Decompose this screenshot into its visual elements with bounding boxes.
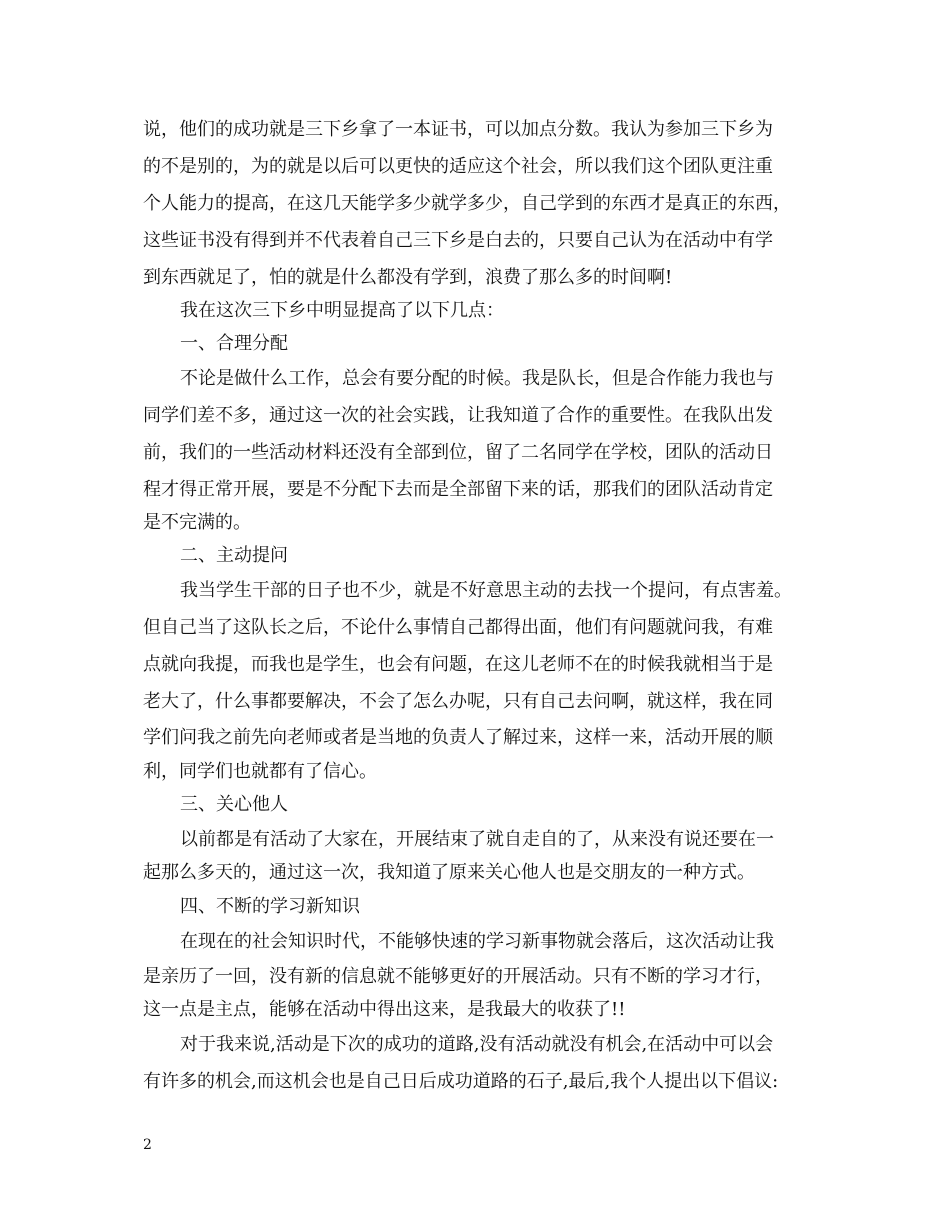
text-line: 程才得正常开展，要是不分配下去而是全部留下来的话，那我们的团队活动肯定 <box>143 479 773 500</box>
text-line: 对于我来说,活动是下次的成功的道路,没有活动就没有机会,在活动中可以会 <box>180 1034 774 1055</box>
text-line: 利，同学们也就都有了信心。 <box>143 761 377 782</box>
section-heading: 二、主动提问 <box>180 545 288 566</box>
text-line: 前，我们的一些活动材料还没有全部到位，留了二名同学在学校，团队的活动日 <box>143 442 773 463</box>
text-line: 个人能力的提高，在这几天能学多少就学多少，自己学到的东西才是真正的东西， <box>143 193 791 214</box>
section-heading: 一、合理分配 <box>180 333 288 354</box>
text-line: 这些证书没有得到并不代表着自己三下乡是白去的，只要自己认为在活动中有学 <box>143 230 773 251</box>
text-line: 是不完满的。 <box>143 512 251 533</box>
text-line: 但自己当了这队长之后，不论什么事情自己都得出面，他们有问题就问我，有难 <box>143 617 773 638</box>
text-line: 我当学生干部的日子也不少，就是不好意思主动的去找一个提问，有点害羞。 <box>180 580 792 601</box>
text-line: 这一点是主点，能够在活动中得出这来，是我最大的收获了!! <box>143 999 626 1020</box>
text-line: 是亲历了一回，没有新的信息就不能够更好的开展活动。只有不断的学习才行， <box>143 966 773 987</box>
section-heading: 四、不断的学习新知识 <box>180 896 360 917</box>
text-line: 到东西就足了，怕的就是什么都没有学到，浪费了那么多的时间啊! <box>143 267 673 288</box>
text-line: 以前都是有活动了大家在，开展结束了就自走自的了，从来没有说还要在一 <box>180 829 774 850</box>
text-line: 点就向我提，而我也是学生，也会有问题，在这儿老师不在的时候我就相当于是 <box>143 654 773 675</box>
text-line: 同学们差不多，通过这一次的社会实践，让我知道了合作的重要性。在我队出发 <box>143 405 773 426</box>
text-line: 不论是做什么工作，总会有要分配的时候。我是队长，但是合作能力我也与 <box>180 368 774 389</box>
text-line: 学们问我之前先向老师或者是当地的负责人了解过来，这样一来，活动开展的顺 <box>143 727 773 748</box>
text-line: 我在这次三下乡中明显提高了以下几点： <box>180 300 504 321</box>
page-number: 2 <box>143 1137 152 1153</box>
text-line: 起那么多天的，通过这一次，我知道了原来关心他人也是交朋友的一种方式。 <box>143 862 755 883</box>
text-line: 在现在的社会知识时代，不能够快速的学习新事物就会落后，这次活动让我 <box>180 931 774 952</box>
text-line: 老大了，什么事都要解决，不会了怎么办呢，只有自己去问啊，就这样，我在同 <box>143 691 773 712</box>
text-line: 有许多的机会,而这机会也是自己日后成功道路的石子,最后,我个人提出以下倡议: <box>143 1071 779 1092</box>
text-line: 说，他们的成功就是三下乡拿了一本证书，可以加点分数。我认为参加三下乡为 <box>143 119 773 140</box>
section-heading: 三、关心他人 <box>180 794 288 815</box>
text-line: 的不是别的，为的就是以后可以更快的适应这个社会，所以我们这个团队更注重 <box>143 156 773 177</box>
